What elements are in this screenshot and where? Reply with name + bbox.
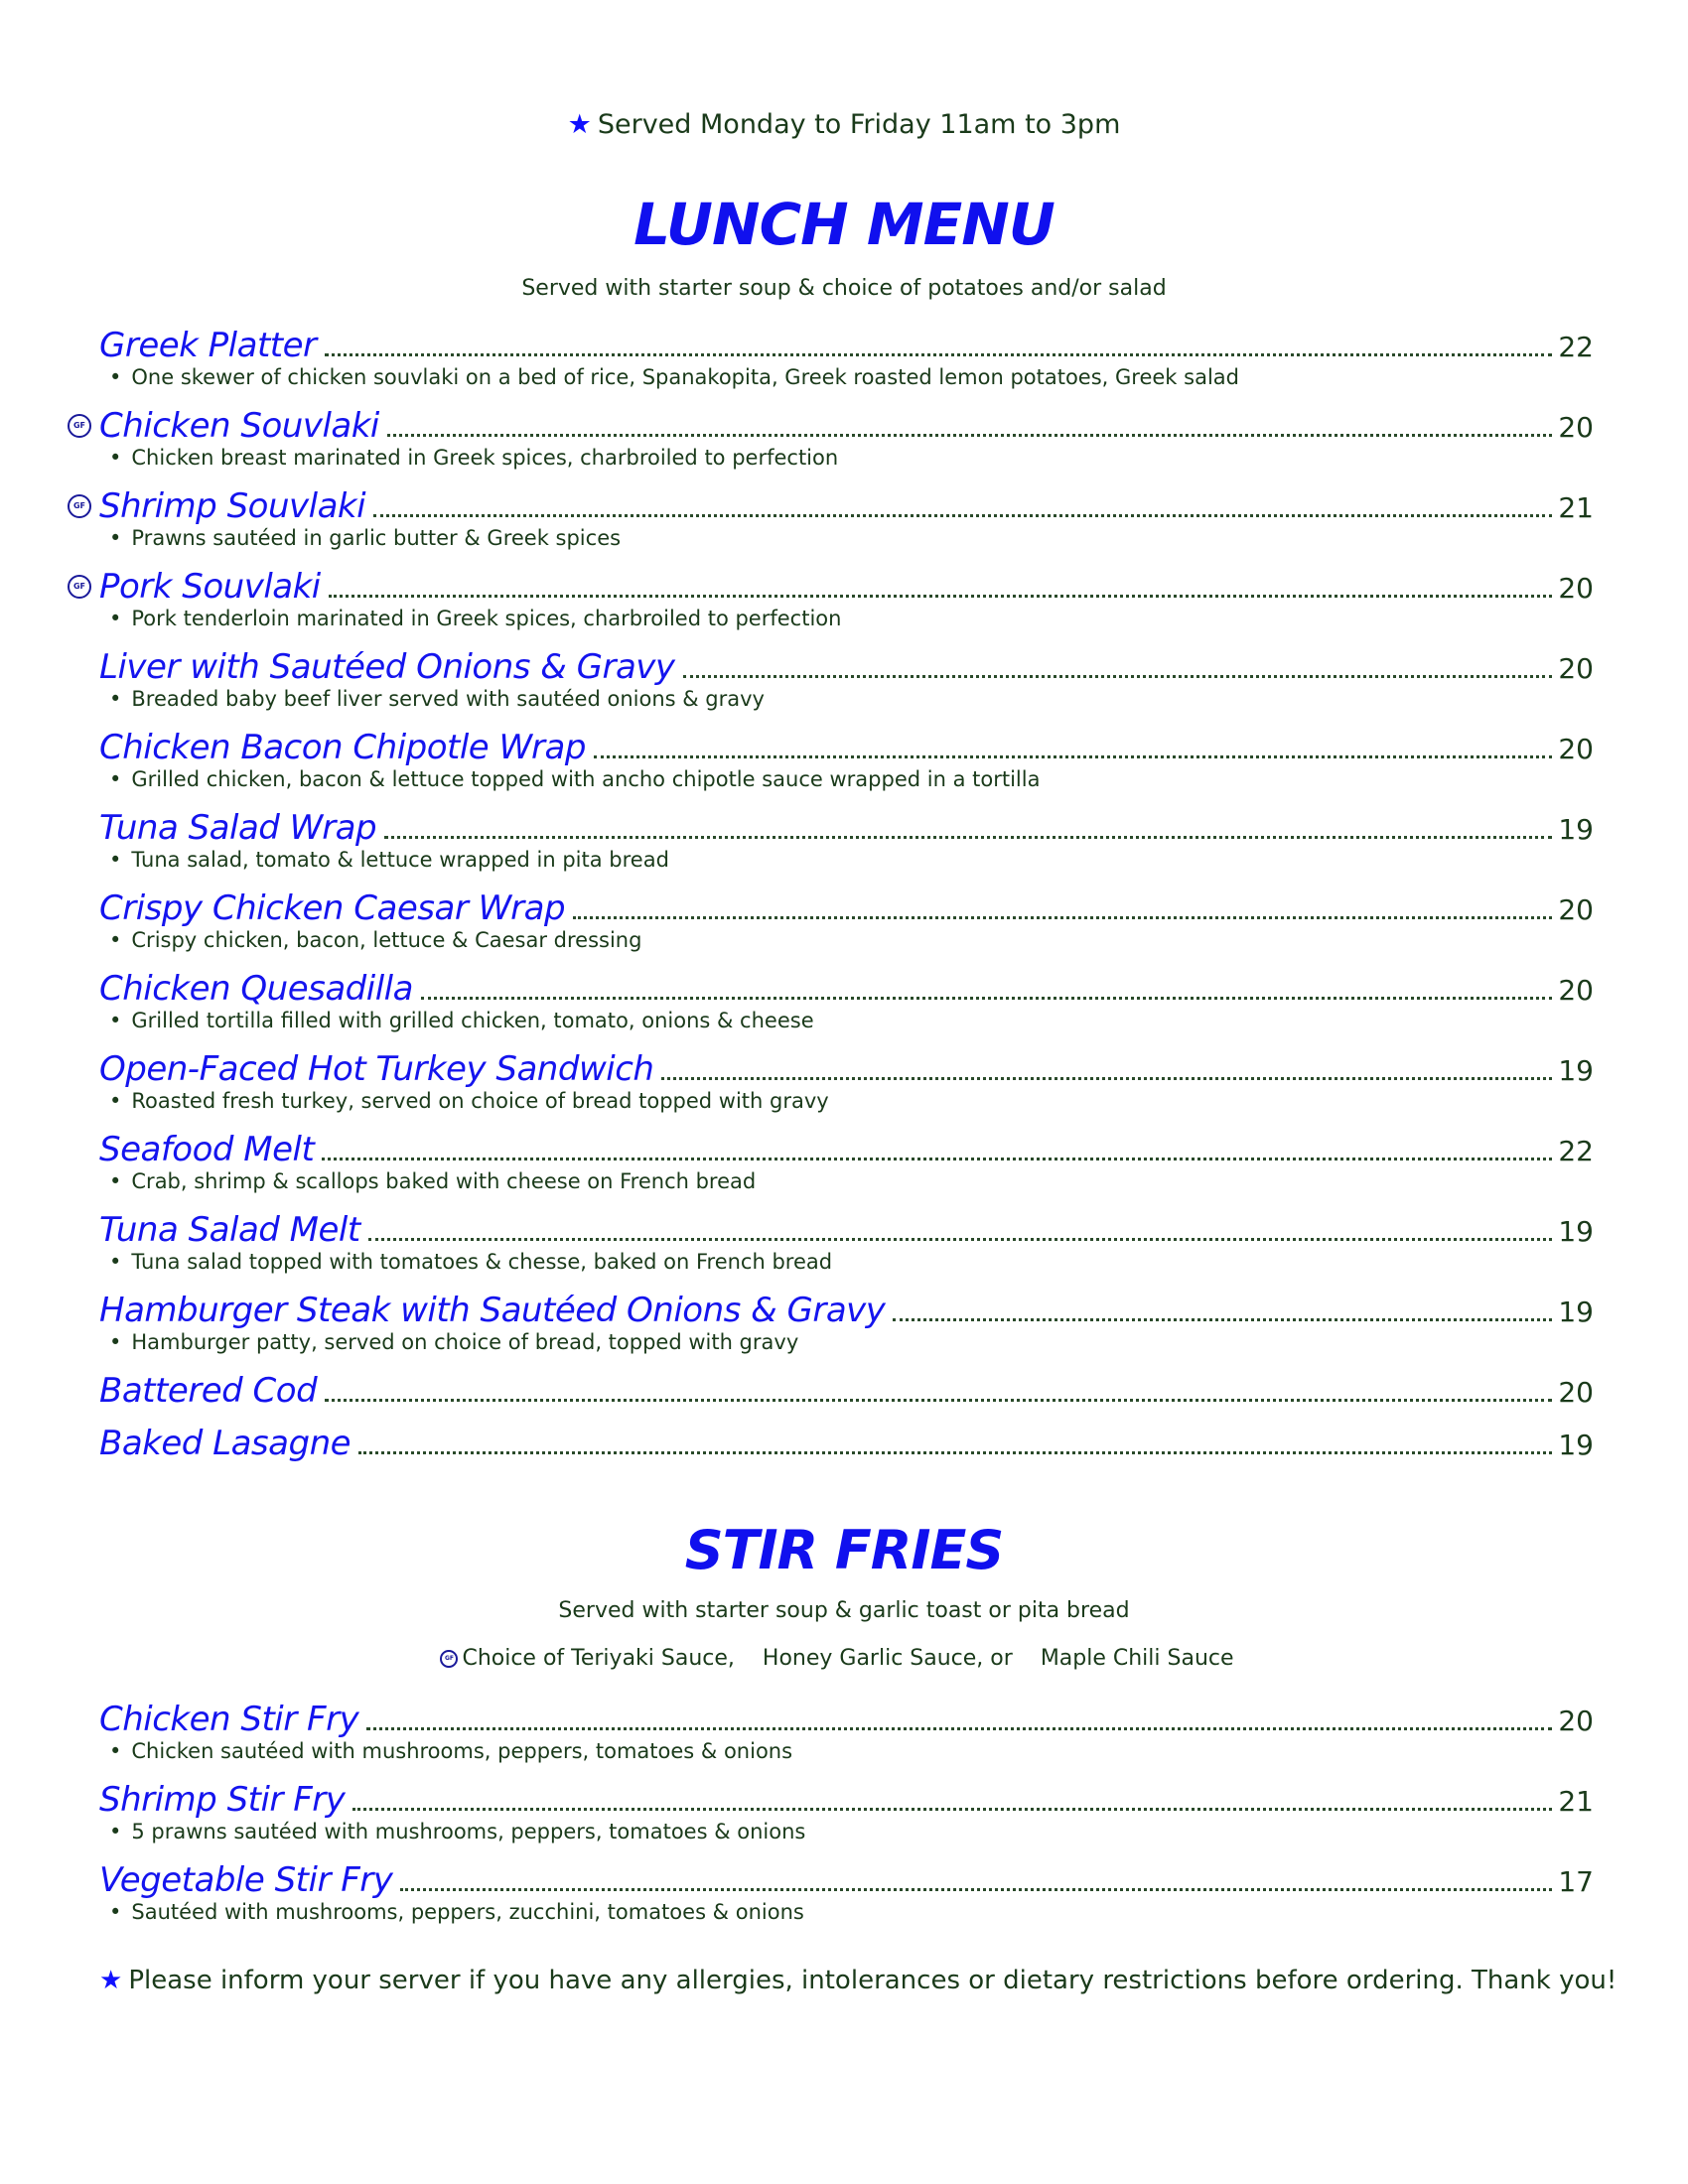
menu-item-price: 20	[1558, 1705, 1594, 1737]
bullet-icon: •	[109, 767, 122, 791]
menu-item-description-text: Grilled chicken, bacon & lettuce topped with ancho chipotle sauce wrapped in a tortilla	[131, 767, 1041, 791]
dot-leader	[387, 433, 1552, 437]
menu-item-description-text: Pork tenderloin marinated in Greek spices, charbroiled to perfection	[131, 607, 842, 630]
menu-item-description-text: Tuna salad, tomato & lettuce wrapped in pita bread	[131, 848, 669, 872]
dot-leader	[352, 1807, 1552, 1811]
menu-item-price: 19	[1558, 1429, 1594, 1461]
bullet-icon: •	[109, 1330, 122, 1354]
dot-leader	[325, 352, 1553, 356]
menu-item	[99, 969, 1594, 1049]
menu-item-price: 20	[1558, 411, 1594, 444]
bullet-icon: •	[109, 607, 122, 630]
menu-item	[99, 728, 1594, 808]
bullet-icon: •	[109, 1089, 122, 1113]
dot-leader	[661, 1076, 1552, 1080]
menu-item-row	[99, 969, 1594, 1009]
lunch-item-list	[72, 326, 1594, 1476]
menu-item-name: Liver with Sautéed Onions & Gravy	[99, 647, 675, 687]
menu-item-description-text: Tuna salad topped with tomatoes & chesse, baked on French bread	[131, 1250, 833, 1274]
menu-item-name: Crispy Chicken Caesar Wrap	[99, 888, 566, 928]
menu-item	[99, 326, 1594, 406]
allergy-note	[99, 1966, 1648, 1995]
menu-item-description	[109, 687, 1594, 711]
bullet-icon: •	[109, 1009, 122, 1032]
menu-item-description	[109, 928, 1594, 952]
menu-item-name: Battered Cod	[99, 1371, 318, 1411]
menu-item-description-text: Grilled tortilla filled with grilled chicken, tomato, onions & cheese	[131, 1009, 814, 1032]
menu-item-description-text: Crab, shrimp & scallops baked with cheese on French bread	[131, 1169, 757, 1193]
dot-leader	[893, 1317, 1552, 1321]
menu-item	[99, 1210, 1594, 1291]
menu-item-description-text: Sautéed with mushrooms, peppers, zucchini, tomatoes & onions	[131, 1900, 804, 1924]
menu-item	[99, 647, 1594, 728]
menu-item	[99, 808, 1594, 888]
dot-leader	[384, 835, 1552, 839]
menu-item	[99, 1780, 1594, 1860]
menu-item-description	[109, 1900, 1594, 1924]
menu-item-description	[109, 1250, 1594, 1274]
menu-item-description	[109, 1330, 1594, 1354]
menu-item-description-text: Chicken sautéed with mushrooms, peppers, tomatoes & onions	[131, 1739, 793, 1763]
menu-item-name: Hamburger Steak with Sautéed Onions & Gravy	[99, 1291, 886, 1330]
menu-item-name: Baked Lasagne	[99, 1424, 352, 1463]
menu-item-description-text: One skewer of chicken souvlaki on a bed of rice, Spanakopita, Greek roasted lemon potatoes, Greek salad	[131, 365, 1239, 389]
menu-item-name: Tuna Salad Wrap	[99, 808, 377, 848]
menu-item-row	[99, 1780, 1594, 1820]
menu-item-row	[99, 326, 1594, 365]
menu-item-row	[99, 1130, 1594, 1169]
served-hours-text: Served Monday to Friday 11am to 3pm	[597, 109, 1121, 140]
menu-item-description-text: Breaded baby beef liver served with sautéed onions & gravy	[131, 687, 765, 711]
dot-leader	[368, 1237, 1553, 1241]
dot-leader	[400, 1887, 1552, 1891]
menu-item-description-text: Hamburger patty, served on choice of bread, topped with gravy	[131, 1330, 799, 1354]
menu-item-description	[109, 446, 1594, 470]
menu-item-price: 20	[1558, 733, 1594, 765]
dot-leader	[421, 996, 1552, 1000]
menu-item	[99, 1371, 1594, 1424]
sauce-option: Honey Garlic Sauce, or	[762, 1646, 1013, 1671]
menu-item-description-text: Roasted fresh turkey, served on choice of bread topped with gravy	[131, 1089, 829, 1113]
menu-item	[99, 1700, 1594, 1780]
served-hours-note	[0, 109, 1688, 140]
menu-item-row	[99, 1860, 1594, 1900]
stir-fries-title: STIR FRIES	[684, 1519, 1004, 1581]
dot-leader	[358, 1450, 1552, 1454]
menu-item-description-text: 5 prawns sautéed with mushrooms, peppers, tomatoes & onions	[131, 1820, 806, 1843]
menu-item-description	[109, 1169, 1594, 1193]
menu-item-description-text: Chicken breast marinated in Greek spices, charbroiled to perfection	[131, 446, 839, 470]
menu-item-row	[99, 1700, 1594, 1739]
bullet-icon: •	[109, 687, 122, 711]
star-icon: ★	[99, 1966, 123, 1995]
menu-item-description	[109, 767, 1594, 791]
menu-item-row	[99, 486, 1594, 526]
dot-leader	[373, 513, 1552, 517]
gluten-free-icon: GF	[68, 575, 91, 599]
lunch-menu-title: LUNCH MENU	[633, 191, 1055, 258]
dot-leader	[366, 1726, 1552, 1730]
menu-item-name: Seafood Melt	[99, 1130, 315, 1169]
menu-item	[99, 1860, 1594, 1941]
star-icon: ★	[567, 109, 592, 140]
gluten-free-icon: GF	[68, 494, 91, 518]
menu-item-row	[99, 728, 1594, 767]
menu-item	[99, 1291, 1594, 1371]
gluten-free-icon: GF	[440, 1650, 458, 1668]
bullet-icon: •	[109, 928, 122, 952]
menu-item	[99, 888, 1594, 969]
menu-item-name: Pork Souvlaki	[99, 567, 321, 607]
menu-item-price: 19	[1558, 1054, 1594, 1087]
menu-item-price: 22	[1558, 331, 1594, 363]
menu-item-name: Vegetable Stir Fry	[99, 1860, 393, 1900]
menu-item-price: 20	[1558, 652, 1594, 685]
menu-item-row	[99, 1210, 1594, 1250]
menu-item-price: 20	[1558, 893, 1594, 926]
bullet-icon: •	[109, 526, 122, 550]
sauce-option: Choice of Teriyaki Sauce,	[462, 1646, 735, 1671]
menu-item	[99, 1130, 1594, 1210]
menu-item-description-text: Prawns sautéed in garlic butter & Greek spices	[131, 526, 622, 550]
gluten-free-icon: GF	[68, 414, 91, 438]
menu-item-price: 20	[1558, 1376, 1594, 1409]
menu-item-row	[99, 888, 1594, 928]
menu-item-price: 17	[1558, 1865, 1594, 1898]
menu-item-price: 20	[1558, 572, 1594, 605]
menu-item	[99, 1049, 1594, 1130]
bullet-icon: •	[109, 446, 122, 470]
menu-item-price: 19	[1558, 813, 1594, 846]
menu-item-price: 20	[1558, 974, 1594, 1007]
dot-leader	[573, 915, 1552, 919]
stir-fries-item-list	[99, 1700, 1594, 1941]
menu-item-name: Shrimp Souvlaki	[99, 486, 366, 526]
menu-item-description	[109, 365, 1594, 389]
menu-item-row	[99, 1291, 1594, 1330]
dot-leader	[594, 754, 1552, 758]
menu-item-description	[109, 1089, 1594, 1113]
menu-item-name: Chicken Stir Fry	[99, 1700, 359, 1739]
dot-leader	[322, 1157, 1552, 1160]
menu-item-name: Chicken Souvlaki	[99, 406, 379, 446]
menu-item-name: Chicken Quesadilla	[99, 969, 413, 1009]
menu-item-price: 21	[1558, 491, 1594, 524]
menu-item-price: 19	[1558, 1215, 1594, 1248]
bullet-icon: •	[109, 1739, 122, 1763]
menu-item-name: Shrimp Stir Fry	[99, 1780, 346, 1820]
menu-item-name: Tuna Salad Melt	[99, 1210, 360, 1250]
stir-fries-subtitle: Served with starter soup & garlic toast or pita bread	[558, 1598, 1130, 1623]
bullet-icon: •	[109, 1250, 122, 1274]
menu-item-name: Chicken Bacon Chipotle Wrap	[99, 728, 586, 767]
sauce-option: Maple Chili Sauce	[1040, 1646, 1234, 1671]
bullet-icon: •	[109, 365, 122, 389]
menu-item-description	[109, 1820, 1594, 1843]
dot-leader	[683, 674, 1553, 678]
dot-leader	[325, 1398, 1552, 1402]
sauce-choices	[0, 1646, 1688, 1671]
menu-item-description	[109, 1739, 1594, 1763]
bullet-icon: •	[109, 1169, 122, 1193]
menu-item-price: 22	[1558, 1135, 1594, 1167]
menu-item-description	[109, 848, 1594, 872]
lunch-subtitle: Served with starter soup & choice of potatoes and/or salad	[521, 276, 1167, 301]
menu-item-description	[109, 526, 1594, 550]
menu-item-description	[109, 607, 1594, 630]
menu-item-row	[99, 406, 1594, 446]
menu-item-description	[109, 1009, 1594, 1032]
menu-item-row	[99, 1424, 1594, 1463]
menu-item-price: 21	[1558, 1785, 1594, 1818]
menu-item-row	[99, 1049, 1594, 1089]
menu-item-name: Open-Faced Hot Turkey Sandwich	[99, 1049, 654, 1089]
dot-leader	[329, 594, 1553, 598]
menu-item	[99, 1424, 1594, 1476]
allergy-note-text: Please inform your server if you have any allergies, intolerances or dietary restrictions before ordering. Thank you!	[128, 1966, 1618, 1995]
bullet-icon: •	[109, 848, 122, 872]
menu-item-row	[99, 647, 1594, 687]
bullet-icon: •	[109, 1820, 122, 1843]
menu-item	[72, 486, 1594, 567]
menu-item-description-text: Crispy chicken, bacon, lettuce & Caesar dressing	[131, 928, 642, 952]
menu-item-row	[99, 808, 1594, 848]
menu-item-price: 19	[1558, 1296, 1594, 1328]
menu-item-row	[99, 1371, 1594, 1411]
menu-item-row	[99, 567, 1594, 607]
menu-item	[72, 567, 1594, 647]
menu-item-name: Greek Platter	[99, 326, 317, 365]
menu-item	[72, 406, 1594, 486]
bullet-icon: •	[109, 1900, 122, 1924]
